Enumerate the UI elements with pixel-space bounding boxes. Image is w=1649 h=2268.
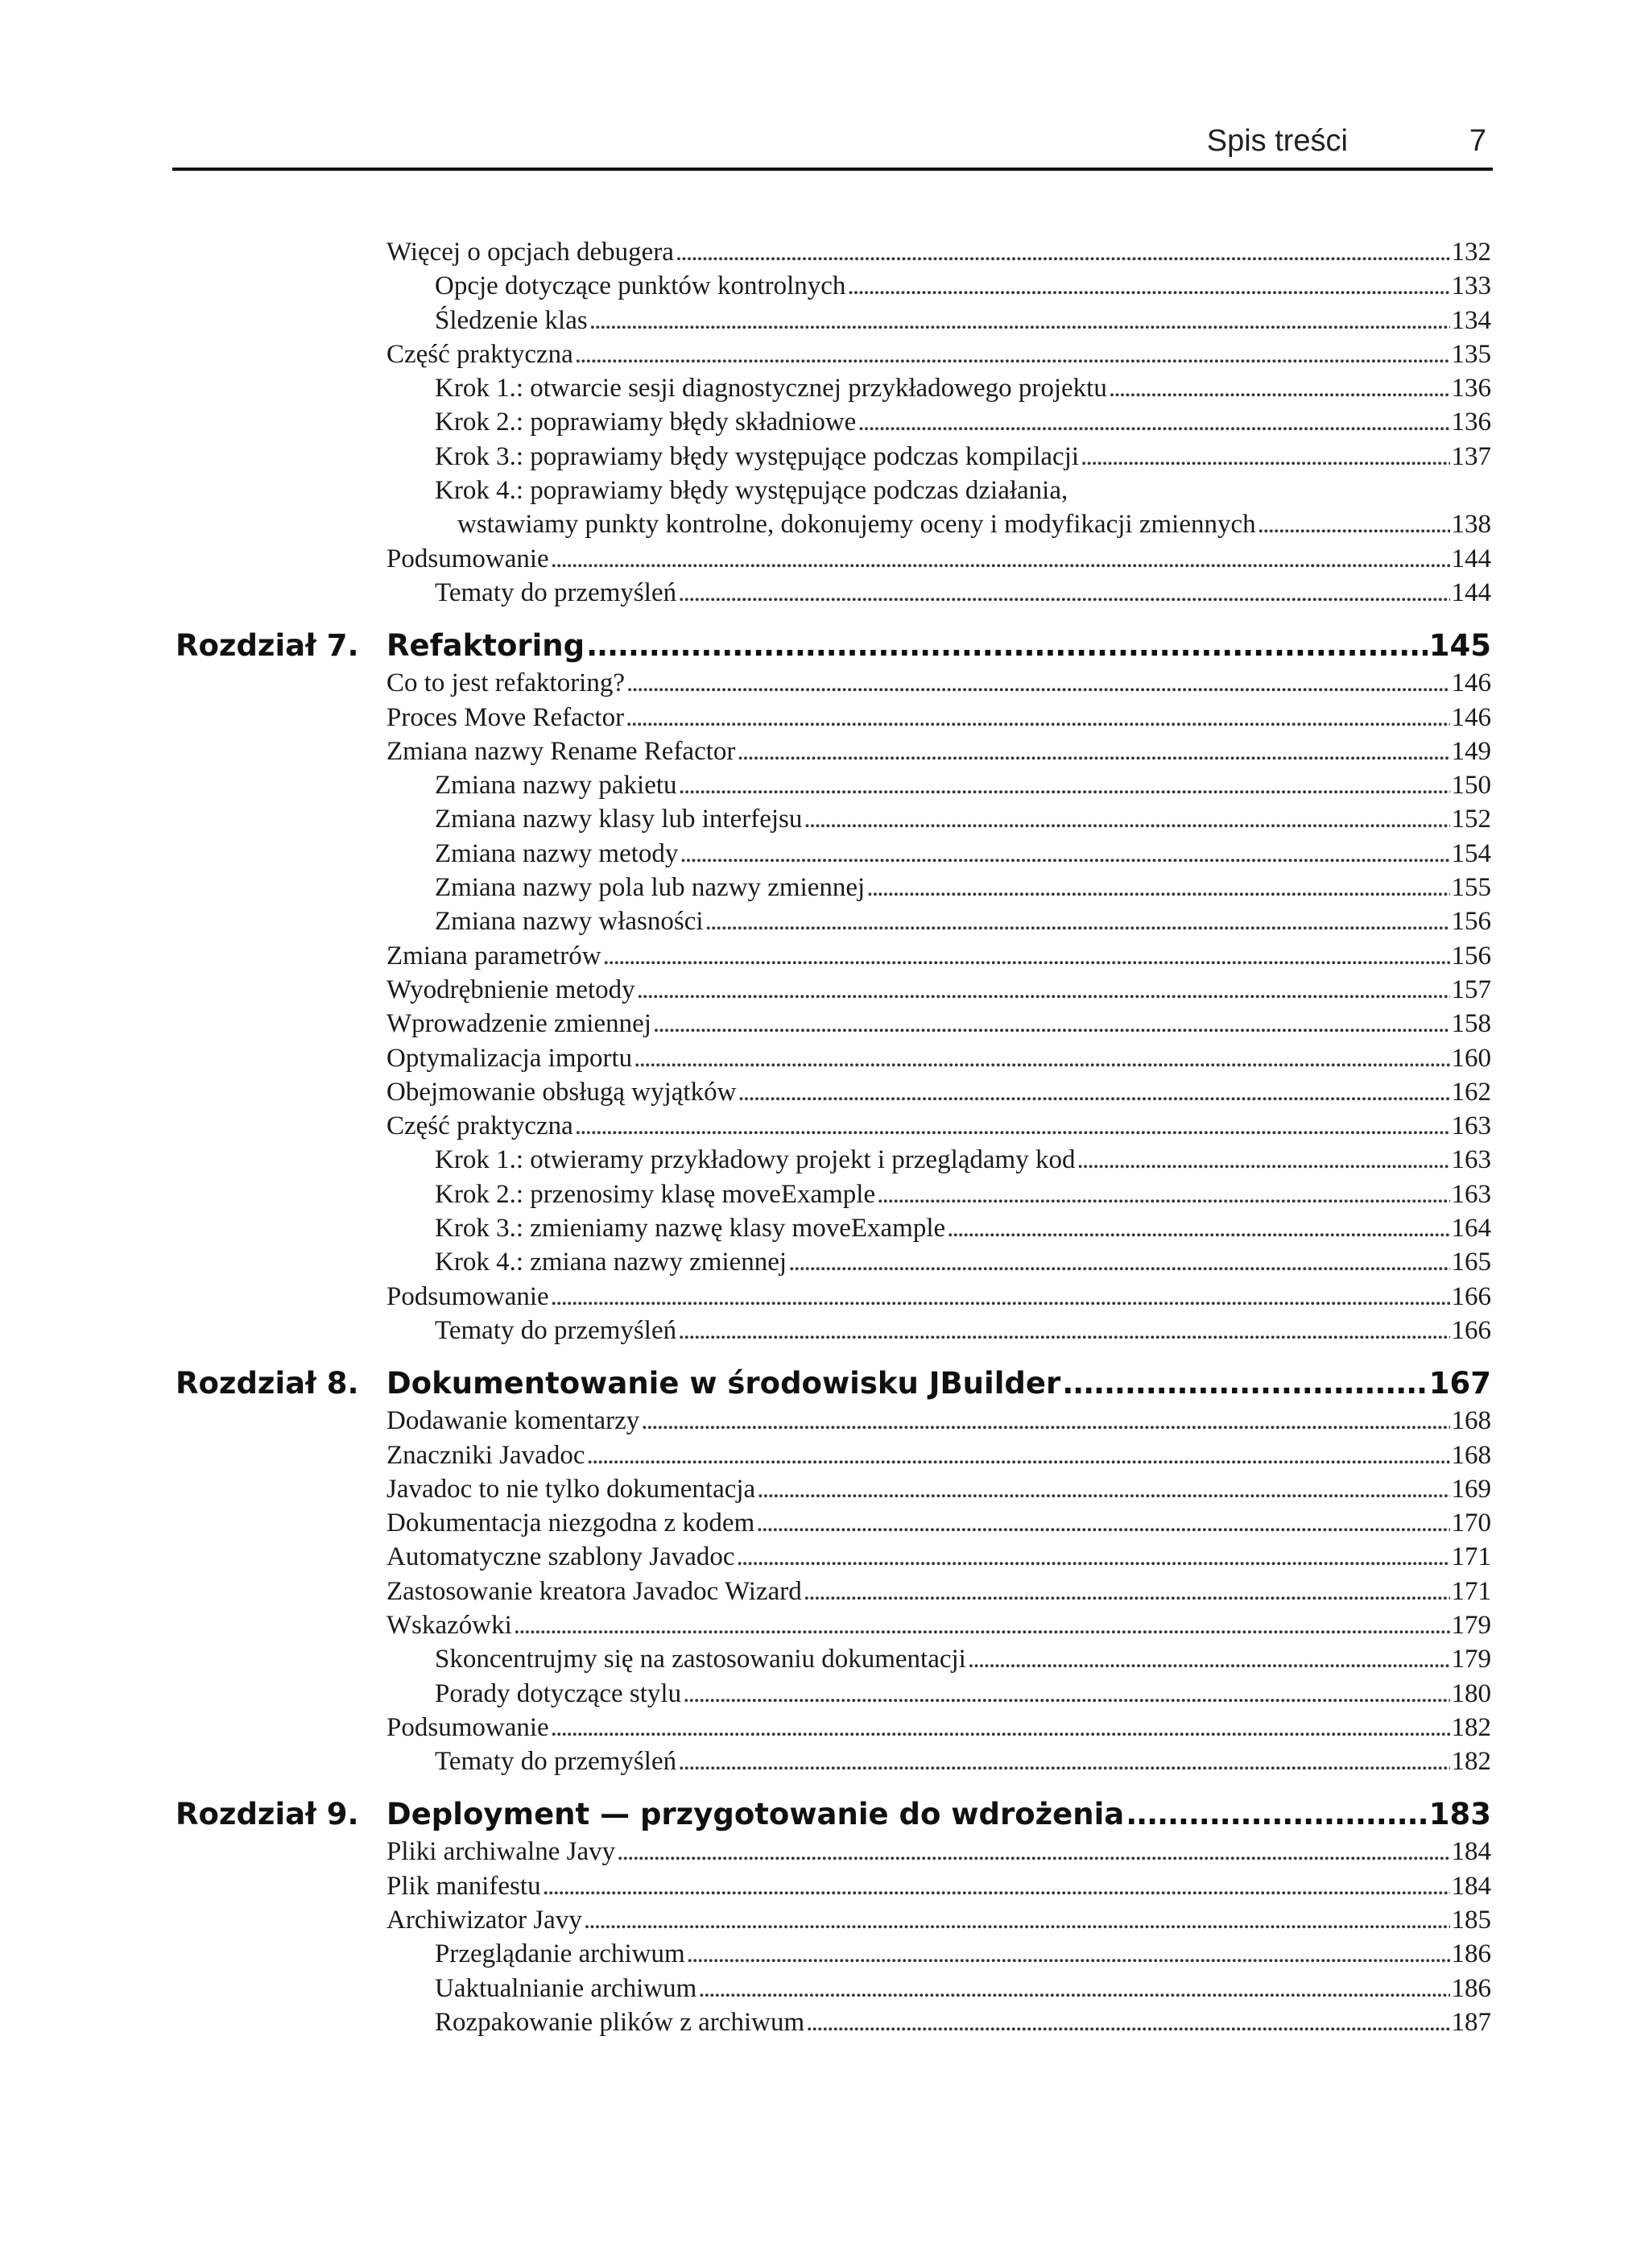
toc-entry-title: wstawiamy punkty kontrolne, dokonujemy oceny i modyfikacji zmiennych — [457, 510, 1256, 540]
toc-entry[interactable] — [0, 1869, 1649, 1903]
toc-entry-page: 170 — [1451, 1509, 1491, 1538]
chapter-label: Rozdział 8. — [176, 1366, 359, 1401]
toc-entry[interactable] — [0, 1835, 1649, 1869]
toc-entry[interactable] — [0, 735, 1649, 768]
header-page-number: 7 — [1469, 124, 1486, 158]
toc-entry[interactable] — [0, 1211, 1649, 1245]
toc-entry-page: 163 — [1451, 1145, 1491, 1175]
toc-entry-title: Zastosowanie kreatora Javadoc Wizard — [386, 1576, 802, 1606]
dot-leader — [676, 235, 1450, 269]
dot-leader — [705, 904, 1450, 938]
toc-entry-title: Zmiana nazwy Rename Refactor — [386, 736, 736, 766]
table-of-contents — [0, 235, 1649, 2039]
toc-entry-line[interactable] — [386, 1404, 1491, 1438]
toc-entry[interactable] — [0, 542, 1649, 576]
toc-entry-line[interactable] — [386, 973, 1491, 1007]
toc-entry[interactable] — [0, 1608, 1649, 1642]
toc-entry-page: 136 — [1451, 408, 1491, 437]
dot-leader — [603, 939, 1450, 973]
toc-entry-title: Rozpakowanie plików z archiwum — [435, 2007, 805, 2037]
dot-leader — [866, 871, 1449, 904]
dot-leader — [551, 1711, 1450, 1744]
dot-leader — [788, 1245, 1449, 1279]
toc-entry[interactable] — [0, 1041, 1649, 1075]
toc-entry-line[interactable] — [435, 1677, 1491, 1711]
toc-entry-line[interactable] — [386, 1575, 1491, 1608]
toc-entry-line[interactable] — [435, 837, 1491, 871]
toc-entry-title: Dokumentacja niezgodna z kodem — [386, 1509, 755, 1538]
toc-entry[interactable] — [0, 440, 1649, 474]
toc-entry-line[interactable] — [435, 1314, 1491, 1347]
toc-entry-line[interactable] — [435, 1245, 1491, 1279]
dot-leader — [756, 1506, 1449, 1540]
dot-leader — [1258, 507, 1450, 541]
toc-entry-line[interactable] — [386, 1472, 1491, 1506]
dot-leader — [1126, 1794, 1428, 1835]
toc-entry-title: Proces Move Refactor — [386, 702, 625, 732]
toc-entry-line[interactable] — [386, 666, 1491, 700]
toc-entry[interactable] — [0, 1642, 1649, 1676]
toc-entry[interactable] — [0, 1007, 1649, 1041]
dot-leader — [586, 1438, 1449, 1472]
toc-entry-page: 160 — [1451, 1043, 1491, 1073]
dot-leader — [757, 1472, 1449, 1506]
dot-leader — [806, 2005, 1449, 2039]
toc-entry-line[interactable] — [435, 1937, 1491, 1971]
toc-entry-line[interactable] — [435, 1143, 1491, 1177]
toc-entry-page: 168 — [1451, 1406, 1491, 1436]
toc-entry-title: Archiwizator Javy — [386, 1906, 582, 1935]
chapter-page: 183 — [1428, 1797, 1491, 1832]
dot-leader — [551, 1280, 1450, 1314]
toc-entry-page: 144 — [1451, 577, 1491, 607]
toc-entry-page: 152 — [1451, 805, 1491, 834]
dot-leader — [737, 735, 1449, 768]
toc-entry-line[interactable] — [386, 1540, 1491, 1574]
dot-leader — [678, 1314, 1449, 1347]
toc-entry-page: 144 — [1451, 544, 1491, 573]
dot-leader — [589, 304, 1450, 337]
dot-leader — [947, 1211, 1449, 1245]
chapter-page: 167 — [1428, 1366, 1491, 1401]
dot-leader — [637, 973, 1450, 1007]
dot-leader — [653, 1007, 1450, 1041]
toc-entry-page: 182 — [1451, 1712, 1491, 1742]
dot-leader — [680, 837, 1449, 871]
toc-entry[interactable] — [0, 1245, 1649, 1279]
toc-entry-line[interactable] — [386, 1438, 1491, 1472]
toc-entry-line[interactable] — [435, 304, 1491, 337]
toc-entry-title: Krok 1.: otwieramy przykładowy projekt i przeglądamy kod — [435, 1145, 1076, 1175]
toc-entry-line[interactable] — [435, 269, 1491, 303]
toc-entry[interactable] — [0, 1711, 1649, 1744]
header-title: Spis treści — [1206, 124, 1348, 158]
toc-entry-line[interactable] — [386, 542, 1491, 576]
dot-leader — [1081, 440, 1449, 474]
toc-entry-title: Wprowadzenie zmiennej — [386, 1009, 651, 1039]
toc-entry-title: Zmiana nazwy klasy lub interfejsu — [435, 805, 803, 834]
chapter-title-line[interactable] — [386, 1794, 1491, 1835]
toc-entry-line[interactable] — [435, 904, 1491, 938]
toc-entry-page: 133 — [1451, 271, 1491, 301]
toc-entry-page: 168 — [1451, 1440, 1491, 1470]
toc-entry-title: Tematy do przemyśleń — [435, 1747, 677, 1777]
dot-leader — [575, 337, 1450, 371]
toc-entry-page: 171 — [1451, 1542, 1491, 1572]
toc-entry-title: Dodawanie komentarzy — [386, 1406, 640, 1436]
toc-entry[interactable] — [0, 939, 1649, 973]
toc-entry[interactable] — [0, 1109, 1649, 1143]
toc-entry-title: Zmiana parametrów — [386, 941, 601, 971]
toc-entry[interactable] — [0, 507, 1649, 541]
chapter-heading[interactable] — [0, 626, 1649, 666]
toc-entry[interactable] — [0, 1075, 1649, 1109]
toc-entry-page: 136 — [1451, 374, 1491, 404]
toc-entry-page: 169 — [1451, 1474, 1491, 1504]
toc-entry[interactable] — [0, 1506, 1649, 1540]
toc-entry-title: Krok 3.: zmieniamy nazwę klasy moveExample — [435, 1214, 946, 1244]
toc-entry[interactable] — [0, 701, 1649, 735]
toc-entry-title: Zmiana nazwy metody — [435, 838, 679, 868]
toc-entry[interactable] — [0, 1280, 1649, 1314]
toc-entry-page: 166 — [1451, 1281, 1491, 1311]
toc-entry-line[interactable] — [435, 2005, 1491, 2039]
toc-entry-line[interactable] — [386, 1041, 1491, 1075]
dot-leader — [586, 626, 1428, 666]
toc-entry-line[interactable] — [435, 871, 1491, 904]
toc-entry[interactable] — [0, 768, 1649, 802]
toc-entry-page: 146 — [1451, 668, 1491, 698]
toc-entry[interactable] — [0, 1903, 1649, 1937]
chapter-heading[interactable] — [0, 1794, 1649, 1835]
toc-entry-title: Zmiana nazwy pakietu — [435, 771, 677, 801]
toc-entry[interactable] — [0, 1540, 1649, 1574]
toc-entry-page: 156 — [1451, 941, 1491, 971]
toc-entry-title: Krok 4.: zmiana nazwy zmiennej — [435, 1248, 787, 1277]
dot-leader — [678, 576, 1449, 610]
dot-leader — [737, 1540, 1450, 1574]
toc-entry[interactable] — [0, 337, 1649, 371]
toc-entry-page: 138 — [1451, 510, 1491, 540]
dot-leader — [678, 1744, 1449, 1778]
toc-entry-page: 179 — [1451, 1610, 1491, 1640]
dot-leader — [804, 802, 1449, 836]
chapter-page: 145 — [1428, 628, 1491, 664]
chapter-title: Dokumentowanie w środowisku JBuilder — [386, 1366, 1061, 1401]
toc-entry[interactable] — [0, 871, 1649, 904]
toc-entry-line[interactable] — [386, 701, 1491, 735]
toc-entry-page: 163 — [1451, 1179, 1491, 1209]
toc-entry-page: 163 — [1451, 1111, 1491, 1141]
toc-entry-line[interactable] — [386, 1711, 1491, 1744]
toc-entry-title: Porady dotyczące stylu — [435, 1678, 682, 1708]
toc-entry-title: Pliki archiwalne Javy — [386, 1837, 616, 1867]
toc-entry[interactable] — [0, 1677, 1649, 1711]
dot-leader — [698, 1972, 1449, 2005]
toc-entry[interactable] — [0, 666, 1649, 700]
toc-entry-title: Wyodrębnienie metody — [386, 975, 635, 1004]
toc-entry-page: 162 — [1451, 1077, 1491, 1107]
toc-entry-page: 185 — [1451, 1906, 1491, 1935]
toc-entry-page: 154 — [1451, 838, 1491, 868]
toc-entry[interactable] — [0, 1972, 1649, 2005]
toc-entry-page: 186 — [1451, 1973, 1491, 2003]
toc-entry[interactable] — [0, 1314, 1649, 1347]
toc-entry-title: Opcje dotyczące punktów kontrolnych — [435, 271, 846, 301]
toc-entry[interactable] — [0, 1575, 1649, 1608]
toc-entry-line[interactable] — [435, 371, 1491, 405]
toc-entry[interactable] — [0, 1937, 1649, 1971]
toc-entry-line[interactable] — [386, 1007, 1491, 1041]
toc-entry-title: Tematy do przemyśleń — [435, 577, 677, 607]
dot-leader — [804, 1575, 1450, 1608]
toc-entry-page: 146 — [1451, 702, 1491, 732]
toc-entry-title: Tematy do przemyśleń — [435, 1315, 677, 1345]
dot-leader — [683, 1677, 1449, 1711]
chapter-title-line[interactable] — [386, 1364, 1491, 1404]
toc-entry[interactable] — [0, 904, 1649, 938]
toc-entry-title: Podsumowanie — [386, 544, 549, 573]
toc-entry-line[interactable] — [457, 507, 1491, 541]
toc-entry-page: 135 — [1451, 339, 1491, 369]
toc-entry-line[interactable] — [435, 440, 1491, 474]
dot-leader — [968, 1642, 1450, 1676]
toc-entry-title: Krok 4.: poprawiamy błędy występujące podczas działania, — [435, 476, 1068, 506]
toc-entry-line[interactable] — [435, 474, 1491, 507]
toc-entry-title: Zmiana nazwy własności — [435, 907, 704, 937]
toc-entry[interactable] — [0, 474, 1649, 507]
chapter-label: Rozdział 7. — [176, 628, 359, 664]
toc-entry-title: Skoncentrujmy się na zastosowaniu dokumentacji — [435, 1645, 966, 1674]
toc-entry-title: Wskazówki — [386, 1610, 512, 1640]
toc-entry-title: Javadoc to nie tylko dokumentacja — [386, 1474, 756, 1504]
toc-entry-page: 134 — [1451, 305, 1491, 335]
toc-entry-line[interactable] — [386, 735, 1491, 768]
toc-entry-page: 157 — [1451, 975, 1491, 1004]
toc-entry[interactable] — [0, 576, 1649, 610]
toc-entry-line[interactable] — [386, 1280, 1491, 1314]
toc-entry-title: Śledzenie klas — [435, 305, 588, 335]
toc-entry-title: Uaktualnianie archiwum — [435, 1973, 697, 2003]
toc-entry[interactable] — [0, 235, 1649, 269]
toc-entry-line[interactable] — [386, 337, 1491, 371]
toc-entry-title: Krok 2.: przenosimy klasę moveExample — [435, 1179, 876, 1209]
toc-entry-line[interactable] — [386, 1608, 1491, 1642]
running-header — [172, 119, 1493, 171]
toc-entry[interactable] — [0, 371, 1649, 405]
toc-entry[interactable] — [0, 304, 1649, 337]
toc-entry-title: Część praktyczna — [386, 339, 573, 369]
dot-leader — [1062, 1364, 1428, 1404]
toc-entry-page: 158 — [1451, 1009, 1491, 1039]
toc-entry-page: 180 — [1451, 1678, 1491, 1708]
toc-entry-title: Optymalizacja importu — [386, 1043, 633, 1073]
toc-entry[interactable] — [0, 802, 1649, 836]
toc-entry-page: 184 — [1451, 1837, 1491, 1867]
dot-leader — [877, 1177, 1449, 1211]
toc-entry-line[interactable] — [435, 576, 1491, 610]
toc-entry-title: Podsumowanie — [386, 1712, 549, 1742]
toc-entry-line[interactable] — [386, 1903, 1491, 1937]
toc-entry-page: 156 — [1451, 907, 1491, 937]
toc-entry-line[interactable] — [435, 768, 1491, 802]
toc-entry-page: 184 — [1451, 1871, 1491, 1901]
toc-entry-page: 179 — [1451, 1645, 1491, 1674]
dot-leader — [858, 405, 1449, 439]
toc-entry-title: Zmiana nazwy pola lub nazwy zmiennej — [435, 873, 866, 903]
toc-entry-line[interactable] — [386, 939, 1491, 973]
toc-entry[interactable] — [0, 837, 1649, 871]
toc-entry[interactable] — [0, 1177, 1649, 1211]
toc-entry-line[interactable] — [386, 1869, 1491, 1903]
chapter-heading[interactable] — [0, 1364, 1649, 1404]
dot-leader — [687, 1937, 1450, 1971]
toc-entry-title: Krok 3.: poprawiamy błędy występujące podczas kompilacji — [435, 441, 1080, 471]
chapter-title-line[interactable] — [386, 626, 1491, 666]
toc-entry-title: Przeglądanie archiwum — [435, 1939, 685, 1969]
toc-entry[interactable] — [0, 1143, 1649, 1177]
toc-entry-line[interactable] — [386, 1109, 1491, 1143]
toc-entry-page: 155 — [1451, 873, 1491, 903]
dot-leader — [1109, 371, 1450, 405]
toc-entry[interactable] — [0, 405, 1649, 439]
chapter-title: Refaktoring — [386, 628, 585, 664]
chapter-title: Deployment — przygotowanie do wdrożenia — [386, 1797, 1125, 1832]
dot-leader — [626, 701, 1449, 735]
toc-entry-line[interactable] — [435, 1972, 1491, 2005]
toc-entry-line[interactable] — [386, 235, 1491, 269]
toc-entry-line[interactable] — [386, 1835, 1491, 1869]
dot-leader — [575, 1109, 1450, 1143]
toc-entry-page: 166 — [1451, 1315, 1491, 1345]
toc-entry-title: Automatyczne szablony Javadoc — [386, 1542, 735, 1572]
toc-entry-page: 132 — [1451, 238, 1491, 267]
toc-entry-line[interactable] — [435, 1642, 1491, 1676]
toc-entry[interactable] — [0, 2005, 1649, 2039]
toc-entry-page: 182 — [1451, 1747, 1491, 1777]
toc-entry-title: Część praktyczna — [386, 1111, 573, 1141]
toc-entry-title: Znaczniki Javadoc — [386, 1440, 585, 1470]
toc-entry-line[interactable] — [435, 1744, 1491, 1778]
toc-entry-title: Więcej o opcjach debugera — [386, 238, 674, 267]
dot-leader — [679, 768, 1450, 802]
toc-entry-title: Plik manifestu — [386, 1871, 541, 1901]
toc-entry[interactable] — [0, 1472, 1649, 1506]
toc-entry[interactable] — [0, 1438, 1649, 1472]
dot-leader — [738, 1075, 1449, 1109]
toc-entry-page: 165 — [1451, 1248, 1491, 1277]
dot-leader — [584, 1903, 1450, 1937]
toc-entry-title: Podsumowanie — [386, 1281, 549, 1311]
toc-entry[interactable] — [0, 973, 1649, 1007]
toc-entry-page: 150 — [1451, 771, 1491, 801]
toc-entry-line[interactable] — [435, 405, 1491, 439]
toc-entry[interactable] — [0, 269, 1649, 303]
dot-leader — [514, 1608, 1450, 1642]
dot-leader — [626, 666, 1449, 700]
toc-entry-page: 164 — [1451, 1214, 1491, 1244]
toc-entry-page: 171 — [1451, 1576, 1491, 1606]
toc-entry-line[interactable] — [386, 1075, 1491, 1109]
toc-entry-page: 137 — [1451, 441, 1491, 471]
toc-entry-title: Krok 2.: poprawiamy błędy składniowe — [435, 408, 857, 437]
toc-entry-line[interactable] — [386, 1506, 1491, 1540]
toc-entry-page: 149 — [1451, 736, 1491, 766]
dot-leader — [847, 269, 1449, 303]
toc-entry-line[interactable] — [435, 1211, 1491, 1245]
toc-entry-page: 186 — [1451, 1939, 1491, 1969]
dot-leader — [634, 1041, 1449, 1075]
toc-entry-title: Krok 1.: otwarcie sesji diagnostycznej przykładowego projektu — [435, 374, 1107, 404]
toc-entry[interactable] — [0, 1404, 1649, 1438]
dot-leader — [551, 542, 1450, 576]
dot-leader — [1077, 1143, 1449, 1177]
dot-leader — [617, 1835, 1449, 1869]
chapter-label: Rozdział 9. — [176, 1797, 359, 1832]
dot-leader — [641, 1404, 1449, 1438]
dot-leader — [543, 1869, 1450, 1903]
toc-entry-page: 187 — [1451, 2007, 1491, 2037]
toc-entry-line[interactable] — [435, 1177, 1491, 1211]
toc-entry-title: Obejmowanie obsługą wyjątków — [386, 1077, 737, 1107]
toc-entry[interactable] — [0, 1744, 1649, 1778]
toc-entry-line[interactable] — [435, 802, 1491, 836]
toc-entry-title: Co to jest refaktoring? — [386, 668, 626, 698]
